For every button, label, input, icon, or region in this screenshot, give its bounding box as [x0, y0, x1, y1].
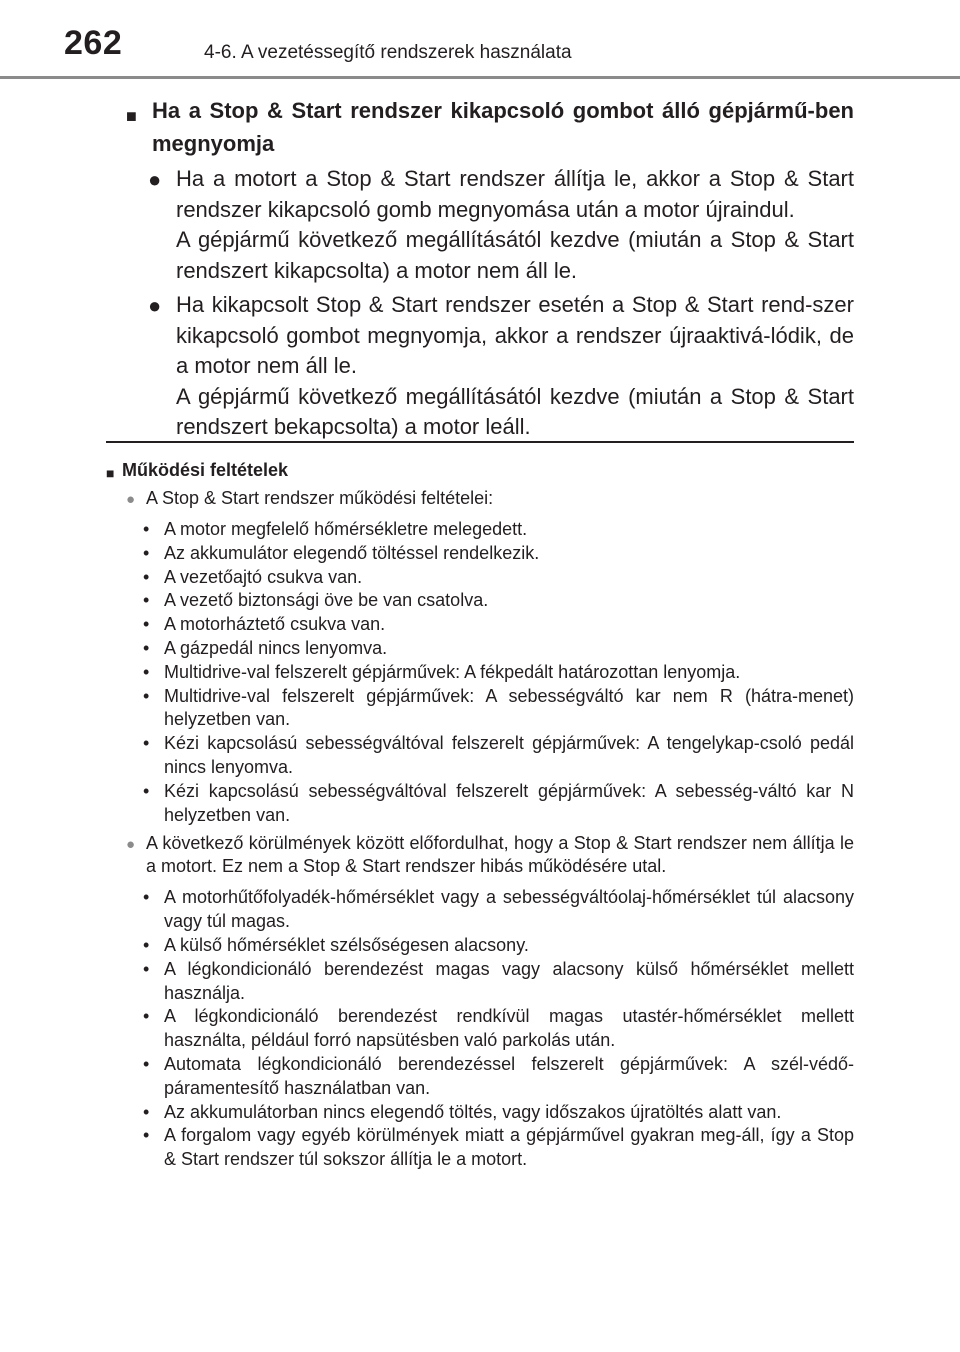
section-divider — [106, 441, 854, 443]
circle-bullet-icon: ● — [126, 836, 136, 854]
list-item — [106, 290, 854, 443]
list-item — [106, 780, 854, 828]
list-item — [106, 732, 854, 780]
list-item — [106, 589, 854, 613]
list-item-text: Multidrive-val felszerelt gépjárművek: A sebességváltó kar nem R (hátra-menet) helyzetben van. — [164, 685, 854, 730]
list-item-text: A vezető biztonsági öve be van csatolva. — [164, 590, 489, 611]
list-item-text: Automata légkondicionáló berendezéssel felszerelt gépjárművek: A szél-védő-páramentesítő használatban van. — [164, 1053, 854, 1098]
page-header — [0, 0, 960, 80]
list-item — [106, 1005, 854, 1053]
list-item — [106, 685, 854, 733]
section-stop-start-button — [106, 94, 854, 443]
circle-bullet-icon: ● — [126, 491, 136, 508]
list-item — [106, 566, 854, 590]
subsection-heading-text: Működési feltételek — [122, 460, 289, 480]
list-item-text: Kézi kapcsolású sebességváltóval felszerelt gépjárművek: A sebesség-váltó kar N helyzetben van. — [164, 780, 854, 825]
bullet-icon: • — [143, 1053, 150, 1074]
list-item — [106, 958, 854, 1006]
bullet-icon: • — [143, 661, 150, 682]
bullet-icon: • — [143, 934, 150, 955]
list-item-text: A motorhűtőfolyadék-hőmérséklet vagy a sebességváltóolaj-hőmérséklet túl alacsony vagy túl magas. — [164, 887, 854, 932]
bullet-icon: • — [143, 637, 150, 658]
list-item — [106, 886, 854, 934]
exceptions-block — [106, 832, 854, 878]
bullet-icon: • — [143, 887, 150, 908]
section-operating-conditions — [106, 458, 854, 1172]
section-heading-text: Ha a Stop & Start rendszer kikapcsoló gombot álló gépjármű-ben megnyomja — [152, 98, 854, 156]
list-item-text: A motorháztető csukva van. — [164, 614, 386, 635]
paragraph: Ha a motort a Stop & Start rendszer állítja le, akkor a Stop & Start rendszer kikapcsoló gomb megnyomása után a motor újraindul. — [176, 166, 854, 222]
circle-bullet-icon: ● — [148, 167, 162, 192]
conditions-intro: A Stop & Start rendszer működési feltételei: — [146, 488, 494, 508]
bullet-icon: • — [143, 685, 150, 706]
paragraph: Ha kikapcsolt Stop & Start rendszer esetén a Stop & Start rend-szer kikapcsoló gombot megnyomja, akkor a rendszer újraaktivá-lódik, de a motor nem áll le. — [176, 292, 854, 378]
list-item-text: A légkondicionáló berendezést magas vagy alacsony külső hőmérséklet mellett használja. — [164, 958, 854, 1003]
page-number: 262 — [64, 24, 123, 62]
list-item-text: A légkondicionáló berendezést rendkívül magas utastér-hőmérséklet mellett használta, például forró napsütésben való parkolás után. — [164, 1006, 854, 1051]
circle-bullet-icon: ● — [148, 293, 162, 318]
list-item-text: A gázpedál nincs lenyomva. — [164, 637, 388, 658]
list-item-text: A forgalom vagy egyéb körülmények miatt a gépjárművel gyakran meg-áll, így a Stop & Start rendszer túl sokszor állítja le a motort. — [164, 1125, 854, 1170]
list-item-text: Multidrive-val felszerelt gépjárművek: A fékpedált határozottan lenyomja. — [164, 661, 741, 682]
conditions-block — [106, 487, 854, 510]
bullet-icon: • — [143, 566, 150, 587]
bullet-icon: • — [143, 614, 150, 635]
bullet-icon: • — [143, 733, 150, 754]
bullet-icon: • — [143, 1006, 150, 1027]
bullet-icon: • — [143, 958, 150, 979]
list-item — [106, 1053, 854, 1101]
bullet-icon: • — [143, 590, 150, 611]
paragraph: A gépjármű következő megállításától kezdve (miután a Stop & Start rendszert kikapcsolta) a motor nem áll le. — [176, 227, 854, 283]
bullet-icon: • — [143, 1101, 150, 1122]
exceptions-intro: A következő körülmények között előfordulhat, hogy a Stop & Start rendszer nem állítja le a motort. Ez nem a Stop & Start rendszer hibás működésére utal. — [146, 833, 854, 877]
list-item — [106, 637, 854, 661]
bullet-icon: • — [143, 542, 150, 563]
list-item — [106, 1101, 854, 1125]
list-item — [106, 1124, 854, 1172]
list-item-text: Az akkumulátorban nincs elegendő töltés, vagy időszakos újratöltés alatt van. — [164, 1101, 782, 1122]
bullet-icon: • — [143, 519, 150, 539]
bullet-icon: • — [143, 1125, 150, 1146]
list-item — [106, 934, 854, 958]
list-item-text: Az akkumulátor elegendő töltéssel rendelkezik. — [164, 542, 540, 563]
header-divider — [0, 76, 960, 79]
list-item-text: A motor megfelelő hőmérsékletre melegedett. — [164, 519, 528, 539]
conditions-list — [106, 518, 854, 827]
paragraph: A gépjármű következő megállításától kezdve (miután a Stop & Start rendszert bekapcsolta) a motor leáll. — [176, 383, 854, 439]
chapter-title: 4-6. A vezetéssegítő rendszerek használata — [204, 42, 572, 63]
list-item — [106, 542, 854, 566]
list-item-text: Kézi kapcsolású sebességváltóval felszerelt gépjárművek: A tengelykap-csoló pedál nincs lenyomva. — [164, 733, 854, 777]
bullet-icon: • — [143, 780, 150, 801]
square-bullet-icon: ■ — [126, 106, 137, 126]
section-heading — [106, 94, 854, 160]
list-item — [106, 661, 854, 685]
exceptions-list — [106, 886, 854, 1172]
list-item — [106, 164, 854, 286]
list-item — [106, 518, 854, 542]
list-item-text: A külső hőmérséklet szélsőségesen alacsony. — [164, 934, 529, 955]
subsection-heading — [106, 458, 854, 482]
list-item-text: A vezetőajtó csukva van. — [164, 566, 363, 587]
list-item — [106, 613, 854, 637]
square-bullet-icon: ■ — [106, 465, 115, 481]
